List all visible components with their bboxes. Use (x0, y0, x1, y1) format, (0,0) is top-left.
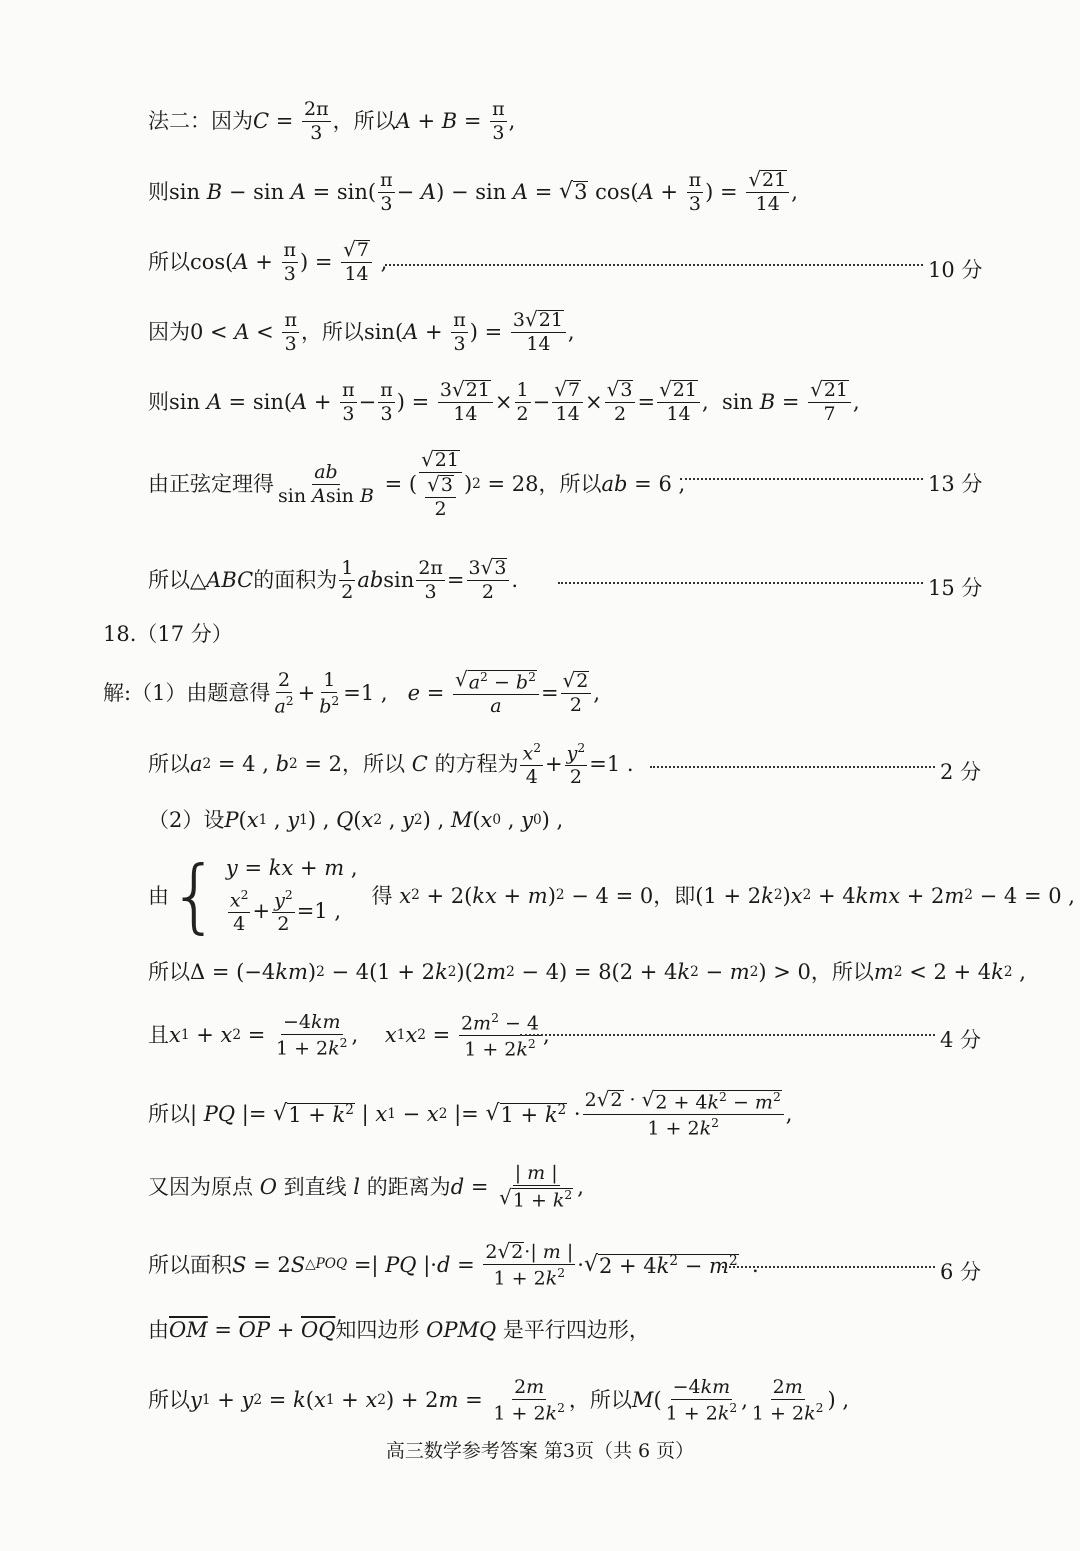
solution-line-5 (148, 377, 1080, 425)
math-l: l (353, 1174, 360, 1199)
math-a-plus-b: A + B = $\frac{\pi}{3}$ , (395, 98, 516, 144)
score-leader-dots (722, 1266, 935, 1268)
solution-line-12 (148, 849, 1080, 943)
math-cos-result: cos( A + $\frac{\pi}{3}$ ) = √ 7 14 , (190, 237, 388, 285)
text-so: ，所以 (332, 109, 396, 133)
text-to-line: 到直线 (283, 1174, 347, 1199)
text-and: 且 (148, 1023, 169, 1048)
text-so: 所以 (148, 567, 190, 592)
score-2: 2 分 (940, 760, 982, 784)
math-sina-sinb: sin A = sin( A + $\frac{\pi}{3}$ − $\frac{\pi}{3}$ ) = 3 √ 21 14 × $\frac{1}{2}$ − √ 7 14 × √ 3 2 = √ 21 14 , sin B = √ 21 7 , (169, 377, 860, 425)
math-area: $\frac{1}{2}$ ab sin $\frac{2\pi}{3}$ = 3 √ 3 2 . (341, 555, 519, 603)
solution-line-4 (148, 307, 1080, 355)
solution-line-9 (103, 667, 1080, 718)
solution-line-1 (148, 100, 1080, 143)
text-so: ，所以 (342, 752, 406, 777)
math-conditions: $\frac{2}{a^2}$ + $\frac{1}{b^2}$ =1 , e = √ $a^2 - b^2$ a = √ 2 2 , (274, 667, 601, 718)
math-m-condition: m 2 < 2 + 4 k 2 , (873, 960, 1026, 984)
math-area-s: S = 2 S △POQ =| PQ |· d = 2 √ 2 ·| m | $1 + 2k^2$ · √ $2 + 4k^2 - m^2$ . (232, 1239, 759, 1290)
question-number: 18.（17 分） (103, 622, 233, 646)
text-is-parallelogram: 是平行四边形， (502, 1318, 650, 1342)
score-leader-dots (558, 582, 923, 584)
math-a-range: 0 < A < $\frac{\pi}{3}$ (190, 308, 297, 355)
score-6: 6 分 (940, 1260, 982, 1284)
text-so-area: 所以面积 (148, 1252, 232, 1277)
score-10: 10 分 (928, 258, 983, 282)
solution-line-2 (148, 167, 1080, 215)
text-so: 所以 (148, 752, 190, 777)
math-ab-value: ab = 6 , (601, 472, 686, 496)
score-leader-dots (650, 766, 935, 768)
text-so: ，所以 (300, 319, 364, 344)
text-so: ，所以 (810, 960, 874, 984)
math-equation-system: { y = kx + m , $\frac{x^2}{4}$ + $\frac{y^2}{2}$ =1 , (169, 849, 358, 943)
text-area-is: 的面积为 (253, 567, 338, 592)
text-so: 所以 (148, 1101, 190, 1126)
math-point-m: M ( $\frac{-4km}{1 + 2k^2}$ , $\frac{2m}{1 + 2k^2}$ ) , (631, 1376, 849, 1425)
solution-line-16 (148, 1164, 1080, 1210)
text-method-two: 法二：因为 (148, 109, 253, 133)
text-get: 得 (371, 883, 393, 908)
text-so: ，所以 (568, 1388, 632, 1413)
solution-line-13 (148, 962, 1080, 983)
text-so: 所以 (148, 249, 190, 274)
solution-line-19 (148, 1378, 1080, 1423)
score-leader-dots (680, 478, 923, 480)
text-by-sine-law: 由正弦定理得 (148, 472, 274, 496)
math-discriminant: Δ = (−4 km ) 2 − 4(1 + 2 k 2 )(2 m 2 − 4) = 8(2 + 4 k 2 − m 2 ) > 0 (190, 960, 811, 984)
text-distance-is: 的距离为 (366, 1174, 451, 1199)
text-because: 因为 (148, 319, 190, 344)
text-equation-is: 的方程为 (434, 752, 519, 777)
text-origin: 又因为原点 (148, 1174, 253, 1199)
math-c: C (411, 752, 428, 777)
text-so: 所以 (148, 960, 190, 984)
question-18-header (103, 624, 1080, 645)
math-vector-sum: $\overline{OM}$ = $\overline{OP}$ + $\overline{OQ}$ (169, 1318, 336, 1342)
math-chord-length: | PQ |= √ $1 + k^2$ | x 1 − x 2 |= √ $1 + k^2$ · 2 √ 2 · √ $2 + 4k^2 - m^2$ $1 + 2k^2$ , (190, 1087, 793, 1140)
text-from: 由 (148, 1318, 169, 1342)
math-distance: d = | m | √ $1 + k^2$ , (450, 1162, 584, 1212)
math-sinb-minus-sina: sin B − sin A = sin( $\frac{\pi}{3}$ − A ) − sin A = √ 3 cos( A + $\frac{\pi}{3}$ ) = √ 21 14 , (169, 167, 798, 215)
solution-line-11 (148, 810, 1080, 831)
text-then: 则 (148, 389, 169, 414)
math-ellipse-eq: $\frac{x^2}{4}$ + $\frac{y^2}{2}$ =1 . (522, 741, 634, 789)
text-then: 则 (148, 179, 169, 204)
text-so: ，所以 (538, 472, 602, 496)
math-substitution: x 2 + 2( kx + m ) 2 − 4 = 0 (399, 883, 654, 908)
math-points: P ( x 1 , y 1 ) , Q ( x 2 , y 2 ) , M ( x 0 , y 0 ) , (224, 808, 564, 832)
text-so: 所以 (148, 1388, 190, 1413)
math-sin-result: sin( A + $\frac{\pi}{3}$ ) = 3 √ 21 14 , (363, 307, 575, 355)
math-o: O (259, 1174, 277, 1199)
score-15: 15 分 (928, 576, 983, 600)
score-leader-dots (520, 1034, 935, 1036)
text-know-quadrilateral: 知四边形 (335, 1318, 420, 1342)
text-namely: ，即 (653, 883, 696, 908)
page-footer: 高三数学参考答案 第3页（共 6 页） (385, 1440, 695, 1462)
math-y-sum: y 1 + y 2 = k ( x 1 + x 2 ) + 2 m = $\frac{2m}{1 + 2k^2}$ (190, 1376, 565, 1425)
math-quadratic: (1 + 2 k 2 ) x 2 + 4 kmx + 2 m 2 − 4 = 0 , (695, 883, 1075, 908)
score-leader-dots (385, 264, 923, 266)
left-brace-icon: { (169, 849, 220, 943)
solution-line-18 (148, 1320, 1080, 1341)
text-solution-part1: 解:（1）由题意得 (103, 680, 271, 705)
math-opmq: OPMQ (426, 1318, 497, 1342)
text-from: 由 (148, 883, 169, 908)
score-4: 4 分 (940, 1028, 982, 1052)
text-part2-let: （2）设 (148, 808, 225, 832)
score-13: 13 分 (928, 472, 983, 496)
math-a2-b2: a 2 = 4 , b 2 = 2 (190, 752, 343, 777)
math-triangle-abc: △ ABC (190, 567, 254, 592)
solution-line-15 (148, 1087, 1080, 1140)
math-c-eq: C = $\frac{2\pi}{3}$ (253, 98, 329, 144)
math-vieta: x 1 + x 2 = $\frac{-4km}{1 + 2k^2}$ , x 1 x 2 = $\frac{2m^2 - 4}{1 + 2k^2}$ , (169, 1011, 550, 1061)
math-sine-law: $\frac{ab}{\text{sin Asin B}}$ = ( √ 21 √ 3 2 ) 2 = 28 (278, 447, 539, 520)
